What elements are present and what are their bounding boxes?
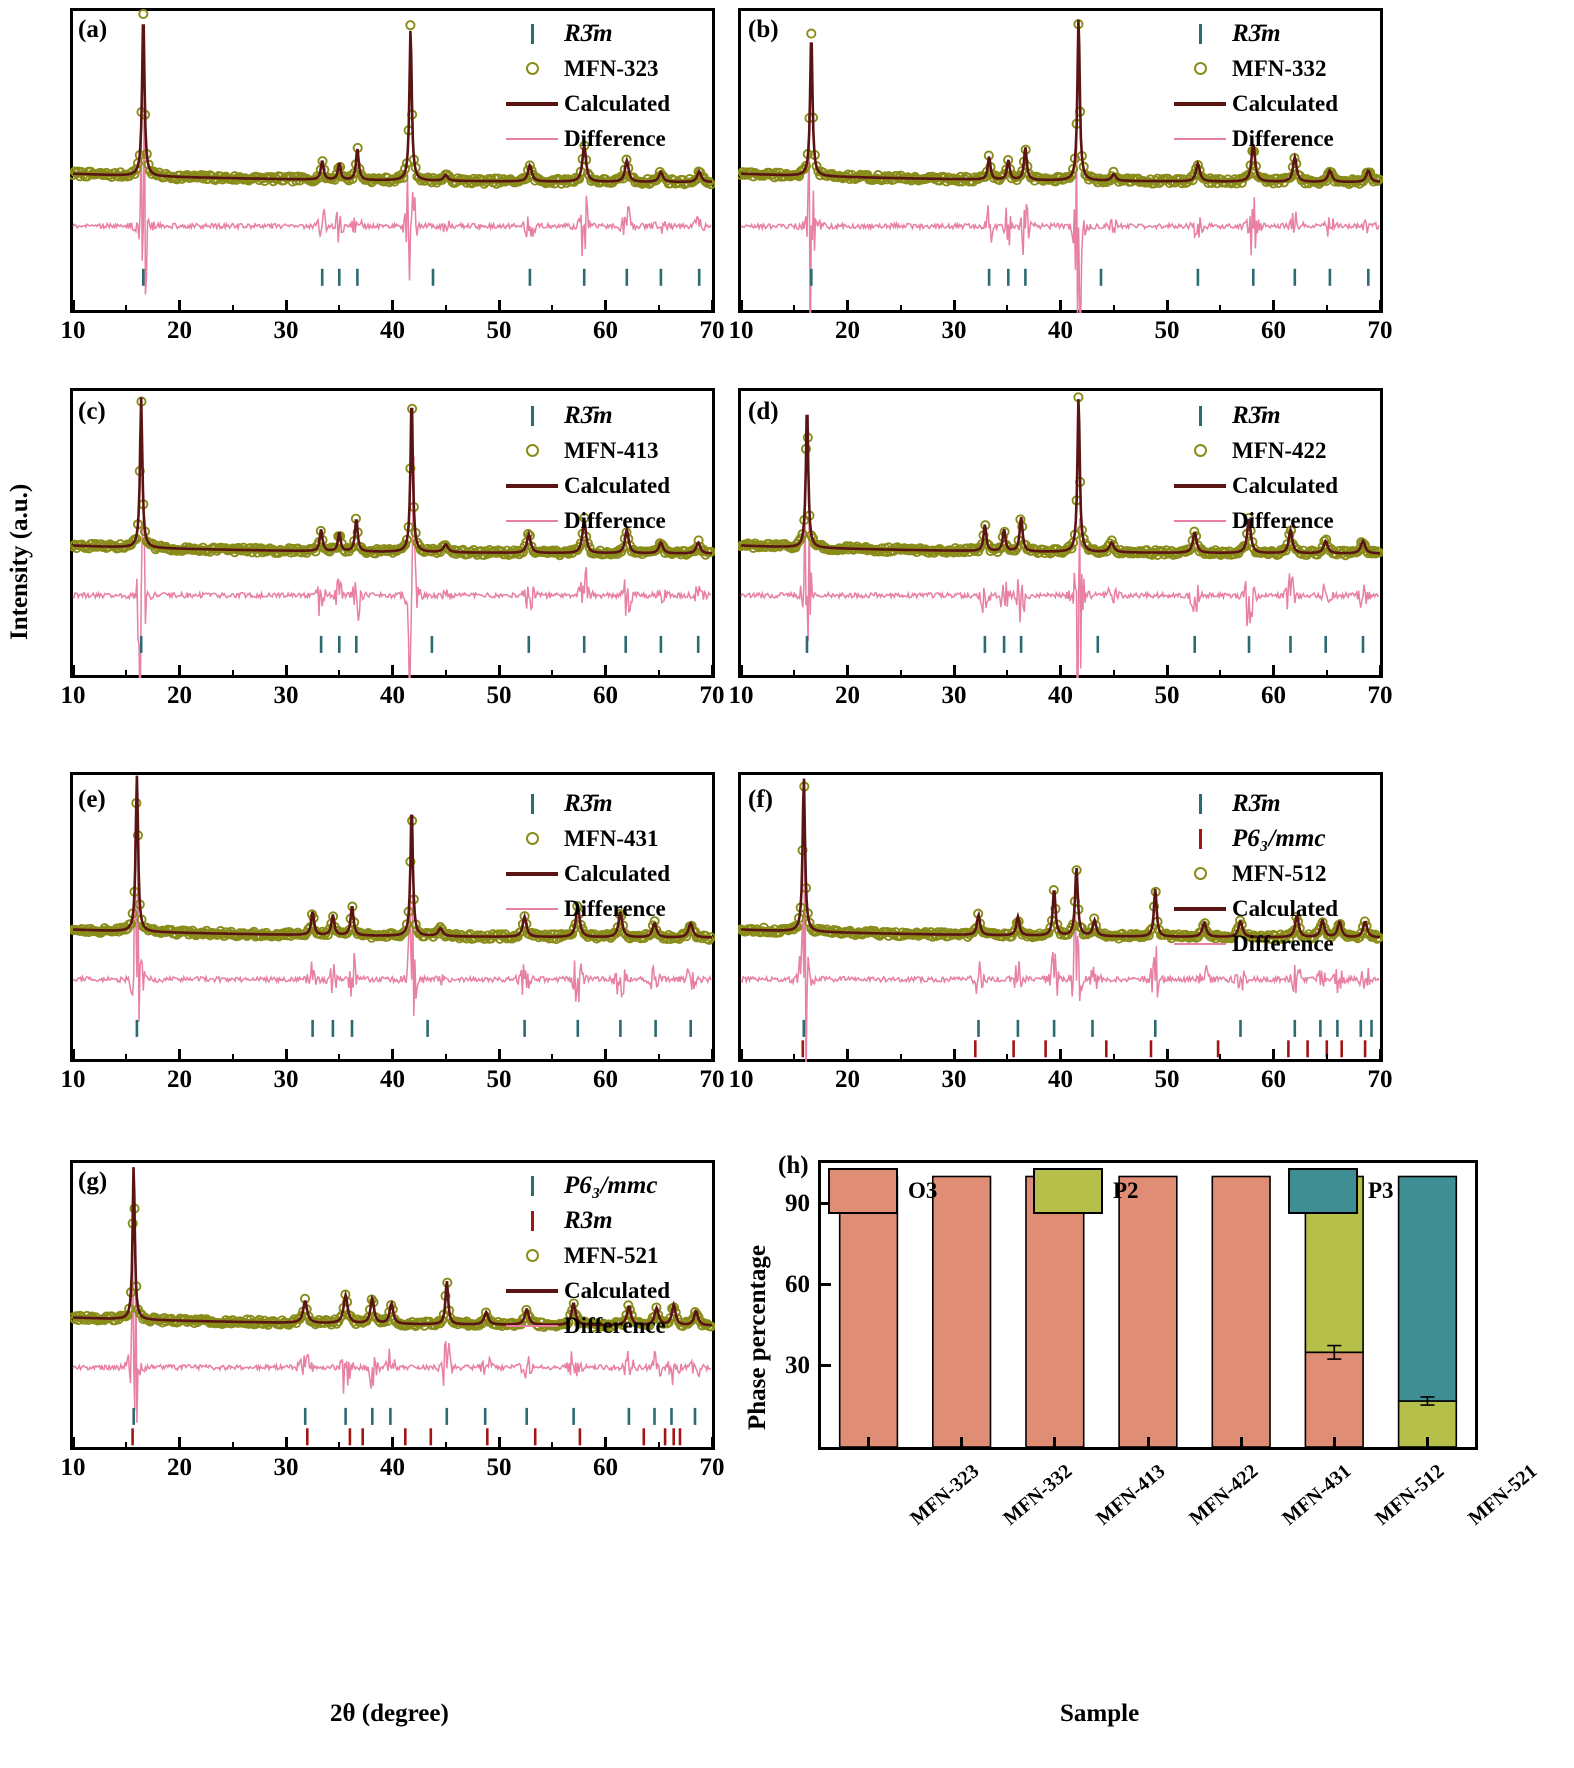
calculated-line-icon: [500, 872, 564, 876]
x-tick-major: [740, 300, 743, 313]
panel-tag: (e): [78, 786, 106, 813]
x-tick-label: 20: [835, 682, 860, 709]
legend-swatch: [1033, 1168, 1103, 1214]
x-tick-label: 10: [60, 1454, 86, 1481]
bragg-row-1: [807, 636, 1363, 653]
legend-label: P6₃/mmc: [564, 1171, 658, 1199]
panel-legend: [500, 786, 710, 926]
x-tick-minor: [445, 670, 447, 678]
panel-tag: (a): [78, 16, 108, 43]
x-tick-major: [72, 665, 75, 678]
x-tick-minor: [1219, 670, 1221, 678]
x-tick-label: 40: [1048, 1066, 1073, 1093]
x-tick-minor: [338, 670, 340, 678]
x-tick-major: [285, 300, 288, 313]
bragg-tick-icon: [1168, 24, 1232, 44]
x-tick-label: 50: [1154, 1066, 1180, 1093]
x-tick-major: [72, 1049, 75, 1062]
x-tick-label: 60: [1261, 317, 1286, 344]
panel-legend: [1168, 16, 1378, 156]
x-tick-minor: [658, 305, 660, 313]
panel-tag: (d): [748, 398, 779, 425]
legend-item: [500, 821, 710, 856]
x-tick-major: [846, 1049, 849, 1062]
panel-tag: (g): [78, 1168, 108, 1195]
x-tick-major: [1059, 300, 1062, 313]
bar-segment: [1305, 1352, 1363, 1447]
observed-circle-icon: [500, 444, 564, 457]
x-category-label: MFN-323: [905, 1460, 983, 1530]
x-tick-major: [1059, 1049, 1062, 1062]
bar-segment: [1119, 1177, 1177, 1448]
bragg-tick-icon: [500, 406, 564, 426]
legend-label: P2: [1113, 1178, 1139, 1203]
x-tick-minor: [900, 1054, 902, 1062]
panel-legend: [500, 1168, 710, 1343]
x-tick-label: 20: [835, 317, 860, 344]
bar-segment: [840, 1177, 898, 1448]
legend-label: R3̄m: [564, 789, 613, 817]
x-tick-label: 60: [1261, 682, 1286, 709]
calculated-line-icon: [1168, 102, 1232, 106]
x-tick-major: [740, 1049, 743, 1062]
legend-label: R3̄m: [1232, 789, 1281, 817]
x-tick-major: [498, 1049, 501, 1062]
legend-label: Difference: [564, 895, 666, 921]
x-tick-label: 30: [941, 317, 967, 344]
x-tick-major: [1379, 665, 1382, 678]
panel-legend: [1168, 786, 1378, 961]
x-tick-minor: [658, 1442, 660, 1450]
x-tick-minor: [1113, 1054, 1115, 1062]
x-tick-major: [391, 1049, 394, 1062]
x-tick-minor: [125, 1054, 127, 1062]
calculated-line-icon: [500, 484, 564, 488]
x-tick-label: 30: [273, 1066, 299, 1093]
legend-label: MFN-431: [564, 825, 659, 851]
panel-legend: [1168, 398, 1378, 538]
legend-item: [500, 1203, 710, 1238]
x-tick-major: [846, 665, 849, 678]
x-tick-label: 30: [273, 317, 299, 344]
x-tick-major: [178, 1049, 181, 1062]
calculated-line-icon: [500, 1289, 564, 1293]
y-tick-major: [818, 1283, 831, 1286]
x-tick-major: [711, 665, 714, 678]
bar-segment: [1026, 1177, 1084, 1448]
x-tick-minor: [125, 1442, 127, 1450]
x-tick-major: [711, 1437, 714, 1450]
difference-curve: [741, 135, 1379, 313]
calculated-line-icon: [1168, 907, 1232, 911]
x-tick-major: [178, 665, 181, 678]
x-category-label: MFN-332: [998, 1460, 1077, 1530]
x-tick-minor: [1326, 305, 1328, 313]
x-tick-minor: [658, 670, 660, 678]
x-tick-label: 50: [486, 682, 512, 709]
x-tick-major: [391, 300, 394, 313]
x-tick-label: 30: [273, 682, 299, 709]
legend-label: MFN-332: [1232, 55, 1327, 81]
x-tick-label: 50: [1154, 682, 1180, 709]
x-tick-minor: [551, 1442, 553, 1450]
legend-item: [1168, 121, 1378, 156]
x-tick-major: [604, 1049, 607, 1062]
x-tick-label: 60: [593, 682, 618, 709]
x-tick-label: 60: [593, 317, 618, 344]
x-tick-minor: [1326, 1054, 1328, 1062]
bragg-tick-icon: [500, 794, 564, 814]
x-tick-label: 40: [1048, 317, 1073, 344]
x-tick-label: 50: [486, 1454, 512, 1481]
difference-line-icon: [1168, 138, 1232, 140]
x-tick-label: 20: [167, 1454, 192, 1481]
x-tick-label: 10: [60, 317, 86, 344]
observed-circle-icon: [1168, 444, 1232, 457]
x-tick-label: 40: [380, 682, 405, 709]
legend-item: [1168, 433, 1378, 468]
panel-h-x-axis-label: Sample: [1060, 1700, 1140, 1727]
legend-item: [1168, 398, 1378, 433]
x-tick-label: 10: [60, 1066, 86, 1093]
x-tick-minor: [551, 670, 553, 678]
y-tick-label: 30: [785, 1351, 810, 1379]
x-tick-label: 70: [699, 1454, 725, 1481]
x-tick-minor: [1113, 305, 1115, 313]
x-tick-major: [711, 1049, 714, 1062]
figure-y-axis-label: Intensity (a.u.): [6, 483, 33, 640]
x-tick-major: [711, 300, 714, 313]
legend-item: [500, 398, 710, 433]
calculated-line-icon: [1168, 484, 1232, 488]
x-tick-major: [72, 300, 75, 313]
difference-line-icon: [500, 138, 564, 140]
x-tick-label: 60: [1261, 1066, 1286, 1093]
legend-label: P3: [1368, 1178, 1394, 1203]
legend-item: [500, 16, 710, 51]
x-tick-major: [1272, 665, 1275, 678]
x-tick-label: 40: [1048, 682, 1073, 709]
panel-legend: [500, 398, 710, 538]
bragg-tick-red-icon: [1168, 829, 1232, 849]
legend-item: [500, 121, 710, 156]
legend-item: [1168, 51, 1378, 86]
legend-label: R3̄m: [564, 401, 613, 429]
legend-item: [1168, 786, 1378, 821]
x-tick-minor: [1006, 305, 1008, 313]
x-tick-label: 50: [486, 1066, 512, 1093]
x-tick-minor: [900, 305, 902, 313]
panel-h-y-axis-label: Phase percentage: [744, 1245, 771, 1430]
x-tick-major: [960, 1437, 963, 1450]
x-tick-major: [178, 300, 181, 313]
difference-line-icon: [1168, 943, 1232, 945]
bar-segment: [1212, 1177, 1270, 1448]
bar-legend-item: [828, 1168, 937, 1214]
x-tick-label: 10: [60, 682, 86, 709]
x-tick-label: 70: [1367, 317, 1393, 344]
bar-segment: [1399, 1177, 1457, 1402]
legend-item: [500, 856, 710, 891]
x-tick-major: [1379, 1049, 1382, 1062]
x-tick-label: 40: [380, 1066, 405, 1093]
x-tick-major: [285, 665, 288, 678]
legend-item: [1168, 821, 1378, 856]
x-tick-minor: [338, 305, 340, 313]
x-tick-major: [391, 665, 394, 678]
x-tick-label: 40: [380, 317, 405, 344]
legend-label: Calculated: [1232, 90, 1339, 116]
x-tick-minor: [1113, 670, 1115, 678]
x-tick-minor: [551, 305, 553, 313]
x-tick-minor: [445, 1054, 447, 1062]
legend-label: Difference: [564, 507, 666, 533]
x-tick-minor: [232, 1442, 234, 1450]
x-tick-major: [285, 1049, 288, 1062]
legend-label: R3m: [564, 1206, 613, 1234]
legend-item: [500, 1238, 710, 1273]
x-tick-major: [1053, 1437, 1056, 1450]
x-tick-major: [498, 1437, 501, 1450]
x-tick-major: [1166, 300, 1169, 313]
legend-item: [500, 468, 710, 503]
x-tick-major: [1166, 665, 1169, 678]
legend-item: [500, 786, 710, 821]
observed-circle-icon: [1168, 867, 1232, 880]
x-tick-major: [846, 300, 849, 313]
legend-item: [1168, 86, 1378, 121]
legend-item: [500, 1168, 710, 1203]
x-tick-minor: [900, 670, 902, 678]
x-tick-minor: [551, 1054, 553, 1062]
observed-circle-icon: [500, 1249, 564, 1262]
x-tick-minor: [125, 670, 127, 678]
bragg-row-1: [804, 1020, 1372, 1037]
difference-line-icon: [500, 908, 564, 910]
panel-legend: [500, 16, 710, 156]
bragg-tick-icon: [1168, 794, 1232, 814]
difference-line-icon: [1168, 520, 1232, 522]
legend-swatch: [1288, 1168, 1358, 1214]
x-tick-label: 70: [699, 1066, 725, 1093]
x-tick-major: [867, 1437, 870, 1450]
legend-label: Difference: [1232, 125, 1334, 151]
difference-line-icon: [500, 520, 564, 522]
x-tick-major: [953, 1049, 956, 1062]
legend-label: O3: [908, 1178, 938, 1203]
panel-tag: (f): [748, 786, 773, 813]
x-tick-minor: [232, 670, 234, 678]
legend-label: Calculated: [564, 472, 671, 498]
panel-h-tag: (h): [778, 1152, 809, 1179]
legend-label: Difference: [1232, 930, 1334, 956]
x-tick-label: 70: [699, 317, 725, 344]
legend-label: Calculated: [564, 860, 671, 886]
x-tick-major: [1272, 300, 1275, 313]
panel-tag: (b): [748, 16, 779, 43]
bragg-row-1: [141, 636, 698, 653]
x-tick-major: [72, 1437, 75, 1450]
panel-tag: (c): [78, 398, 106, 425]
observed-circle-icon: [1168, 62, 1232, 75]
legend-label: Calculated: [1232, 472, 1339, 498]
x-tick-minor: [1219, 1054, 1221, 1062]
figure-x-axis-label: 2θ (degree): [330, 1700, 449, 1727]
x-tick-major: [953, 665, 956, 678]
x-tick-minor: [125, 305, 127, 313]
legend-item: [1168, 856, 1378, 891]
x-tick-minor: [658, 1054, 660, 1062]
observed-circle-icon: [500, 832, 564, 845]
x-tick-major: [740, 665, 743, 678]
x-tick-minor: [445, 1442, 447, 1450]
x-tick-minor: [445, 305, 447, 313]
legend-label: Difference: [564, 125, 666, 151]
legend-label: MFN-512: [1232, 860, 1327, 886]
x-tick-label: 20: [835, 1066, 860, 1093]
bragg-row-1: [137, 1020, 691, 1037]
bragg-tick-icon: [1168, 406, 1232, 426]
x-tick-label: 10: [728, 1066, 754, 1093]
bragg-row-1: [143, 269, 699, 286]
x-tick-major: [1333, 1437, 1336, 1450]
observed-circle-icon: [500, 62, 564, 75]
x-tick-label: 10: [728, 317, 754, 344]
legend-item: [1168, 16, 1378, 51]
bragg-tick-icon: [500, 1176, 564, 1196]
x-tick-minor: [338, 1054, 340, 1062]
legend-label: MFN-413: [564, 437, 659, 463]
x-tick-label: 40: [380, 1454, 405, 1481]
x-tick-major: [604, 300, 607, 313]
legend-label: P6₃/mmc: [1232, 824, 1326, 852]
x-tick-minor: [1006, 670, 1008, 678]
x-tick-label: 20: [167, 682, 192, 709]
legend-label: MFN-521: [564, 1242, 659, 1268]
x-tick-label: 50: [486, 317, 512, 344]
legend-item: [1168, 891, 1378, 926]
x-tick-major: [391, 1437, 394, 1450]
x-tick-major: [498, 300, 501, 313]
legend-item: [500, 891, 710, 926]
legend-item: [500, 503, 710, 538]
x-tick-label: 30: [273, 1454, 299, 1481]
x-category-label: MFN-431: [1278, 1460, 1356, 1530]
x-tick-major: [1379, 300, 1382, 313]
x-tick-minor: [338, 1442, 340, 1450]
x-tick-label: 60: [593, 1454, 618, 1481]
legend-label: Calculated: [564, 90, 671, 116]
legend-label: Calculated: [564, 1277, 671, 1303]
x-category-label: MFN-413: [1092, 1460, 1170, 1530]
x-tick-major: [604, 1437, 607, 1450]
legend-item: [500, 51, 710, 86]
x-tick-major: [1426, 1437, 1429, 1450]
bragg-tick-icon: [500, 24, 564, 44]
bragg-row-1: [811, 269, 1368, 286]
x-tick-major: [604, 665, 607, 678]
legend-item: [500, 1308, 710, 1343]
legend-label: Calculated: [1232, 895, 1339, 921]
x-tick-major: [1166, 1049, 1169, 1062]
x-category-label: MFN-521: [1464, 1460, 1542, 1530]
difference-line-icon: [500, 1325, 564, 1327]
y-tick-label: 60: [785, 1270, 810, 1298]
x-tick-major: [285, 1437, 288, 1450]
x-tick-major: [953, 300, 956, 313]
x-tick-minor: [793, 1054, 795, 1062]
x-tick-label: 20: [167, 1066, 192, 1093]
legend-label: Difference: [1232, 507, 1334, 533]
x-tick-minor: [1219, 305, 1221, 313]
x-tick-minor: [793, 670, 795, 678]
x-tick-label: 70: [699, 682, 725, 709]
legend-label: MFN-323: [564, 55, 659, 81]
bar-segment: [933, 1177, 991, 1448]
x-category-label: MFN-512: [1371, 1460, 1449, 1530]
x-tick-label: 30: [941, 682, 967, 709]
x-tick-major: [178, 1437, 181, 1450]
y-tick-major: [818, 1364, 831, 1367]
x-tick-label: 20: [167, 317, 192, 344]
x-tick-major: [1272, 1049, 1275, 1062]
bragg-row-2: [803, 1040, 1365, 1057]
x-category-label: MFN-422: [1185, 1460, 1263, 1530]
x-tick-minor: [1006, 1054, 1008, 1062]
x-tick-label: 10: [728, 682, 754, 709]
legend-item: [1168, 503, 1378, 538]
x-tick-label: 60: [593, 1066, 618, 1093]
legend-item: [1168, 468, 1378, 503]
bragg-row-2: [133, 1428, 680, 1445]
x-tick-label: 30: [941, 1066, 967, 1093]
legend-label: R3̄m: [564, 19, 613, 47]
legend-item: [500, 433, 710, 468]
x-tick-major: [1059, 665, 1062, 678]
x-tick-minor: [793, 305, 795, 313]
legend-label: R3̄m: [1232, 401, 1281, 429]
bar-legend-item: [1033, 1168, 1139, 1214]
legend-label: R3̄m: [1232, 19, 1281, 47]
x-tick-minor: [232, 305, 234, 313]
x-tick-major: [1147, 1437, 1150, 1450]
bragg-tick-red-icon: [500, 1211, 564, 1231]
x-tick-major: [498, 665, 501, 678]
x-tick-label: 70: [1367, 1066, 1393, 1093]
legend-label: MFN-422: [1232, 437, 1327, 463]
legend-item: [500, 86, 710, 121]
calculated-line-icon: [500, 102, 564, 106]
x-tick-major: [1240, 1437, 1243, 1450]
bar-legend-item: [1288, 1168, 1394, 1214]
x-tick-label: 70: [1367, 682, 1393, 709]
bragg-row-1: [134, 1408, 695, 1425]
x-tick-label: 50: [1154, 317, 1180, 344]
x-tick-minor: [232, 1054, 234, 1062]
legend-item: [500, 1273, 710, 1308]
x-tick-minor: [1326, 670, 1328, 678]
legend-item: [1168, 926, 1378, 961]
legend-swatch: [828, 1168, 898, 1214]
legend-label: Difference: [564, 1312, 666, 1338]
y-tick-label: 90: [785, 1189, 810, 1217]
